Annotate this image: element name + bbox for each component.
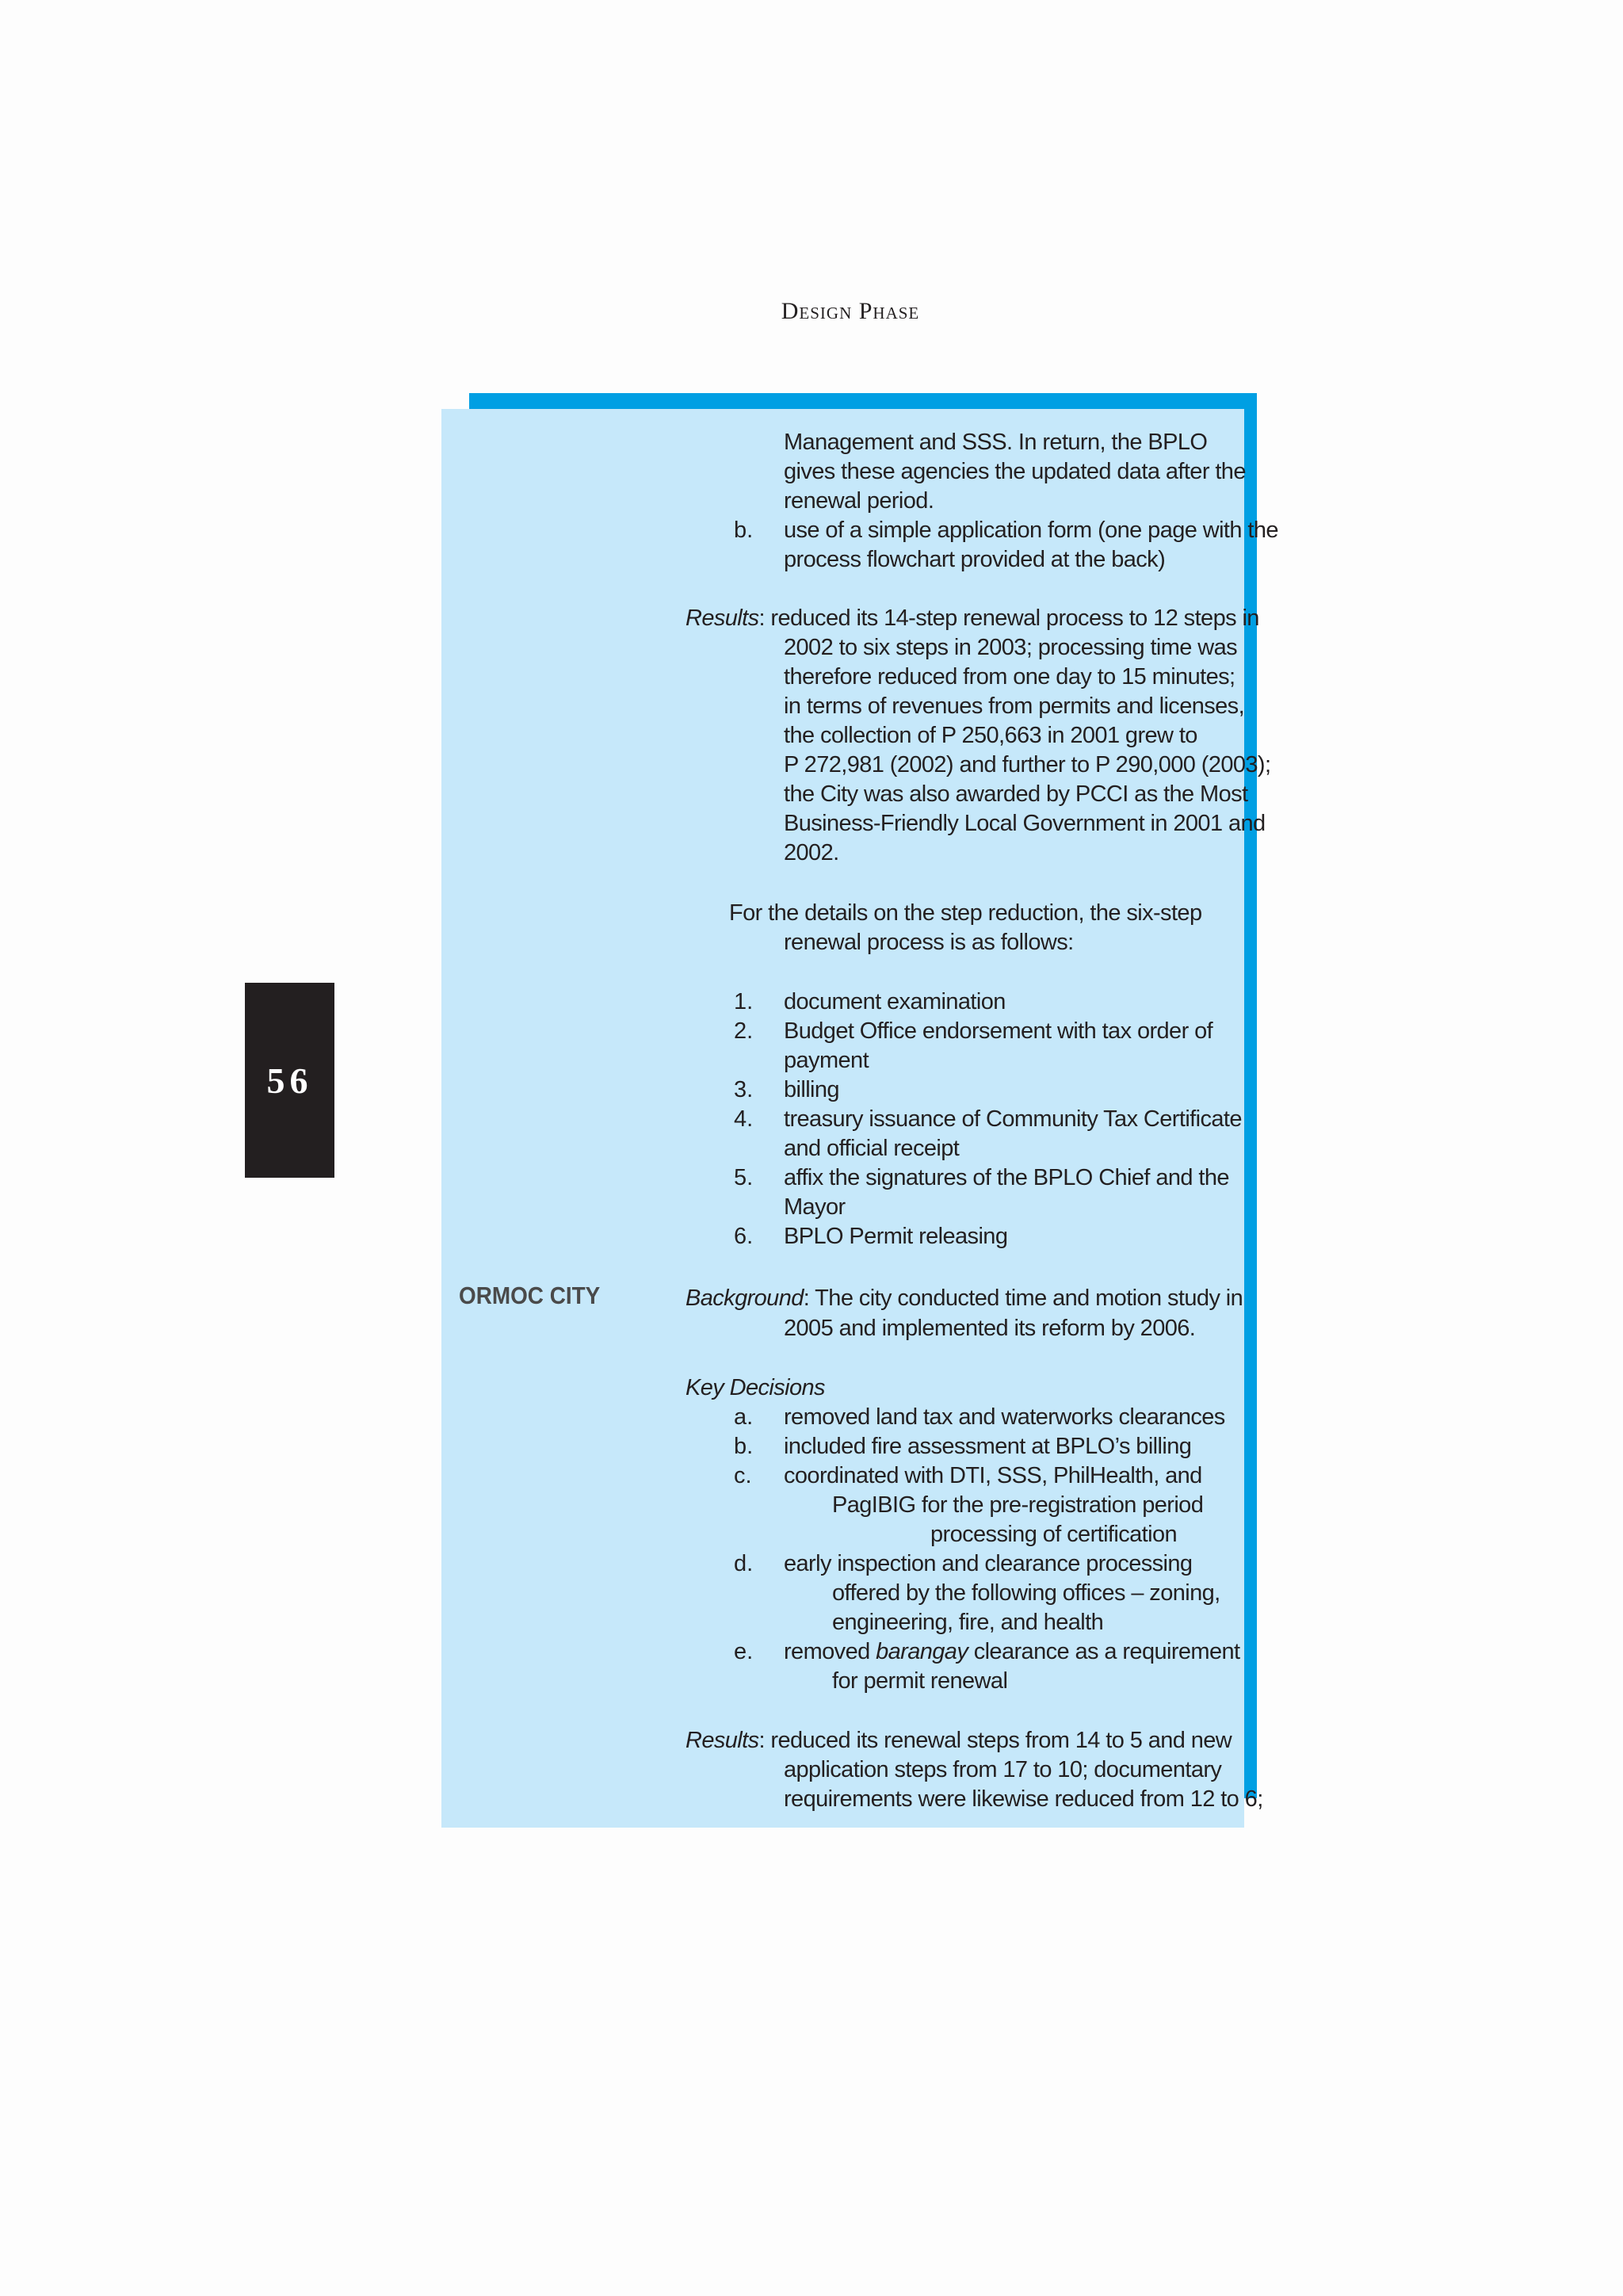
results-line — [685, 1726, 1232, 1755]
results-label: Results — [685, 1728, 759, 1753]
text-line: Business-Friendly Local Government in 2001 and — [784, 811, 1266, 836]
list-item: BPLO Permit releasing — [784, 1224, 1008, 1249]
running-head: Design Phase — [781, 298, 920, 324]
text-line: renewal process is as follows: — [784, 930, 1074, 955]
list-item: Mayor — [784, 1194, 846, 1220]
results-label: Results — [685, 606, 759, 631]
italic-term: barangay — [876, 1639, 968, 1664]
results-line — [685, 604, 1259, 633]
list-item: billing — [784, 1077, 839, 1102]
text-line: gives these agencies the updated data after the — [784, 459, 1246, 484]
list-item: document examination — [784, 989, 1006, 1014]
text-line: : The city conducted time and motion study in — [803, 1286, 1243, 1311]
page-number: 56 — [266, 1060, 313, 1101]
text-line: in terms of revenues from permits and licenses, — [784, 693, 1245, 719]
list-marker: 4. — [734, 1106, 754, 1132]
text-line: 2002 to six steps in 2003; processing time was — [784, 635, 1238, 660]
list-marker: a. — [734, 1404, 754, 1430]
list-marker: e. — [734, 1639, 754, 1664]
text-line: use of a simple application form (one page with the — [784, 518, 1278, 543]
text-line: 2005 and implemented its reform by 2006. — [784, 1316, 1196, 1341]
text-line: : reduced its 14-step renewal process to 12 steps in — [758, 606, 1259, 631]
text-line: Management and SSS. In return, the BPLO — [784, 430, 1208, 455]
text-line: For the details on the step reduction, the six-step — [729, 900, 1202, 926]
text-line: the collection of P 250,663 in 2001 grew to — [784, 723, 1197, 748]
section-label: ORMOC CITY — [459, 1282, 601, 1309]
background-line — [685, 1284, 1243, 1313]
list-marker: 5. — [734, 1165, 754, 1190]
text-line: renewal period. — [784, 488, 934, 514]
list-item: engineering, fire, and health — [832, 1610, 1104, 1635]
text-line: the City was also awarded by PCCI as the Most — [784, 781, 1248, 807]
page-number-tab — [245, 983, 334, 1178]
heading-text: Key Decisions — [685, 1375, 825, 1400]
list-marker: 6. — [734, 1224, 754, 1249]
list-marker: c. — [734, 1463, 752, 1488]
list-item: treasury issuance of Community Tax Certificate — [784, 1106, 1242, 1132]
text-line: P 272,981 (2002) and further to P 290,000 (2003); — [784, 752, 1271, 777]
list-item: coordinated with DTI, SSS, PhilHealth, and — [784, 1463, 1202, 1488]
list-item: and official receipt — [784, 1136, 960, 1161]
list-item: payment — [784, 1048, 869, 1073]
list-marker: 1. — [734, 989, 754, 1014]
text-fragment: removed — [784, 1639, 876, 1664]
list-item: early inspection and clearance processing — [784, 1551, 1193, 1576]
list-marker: b. — [734, 1434, 754, 1459]
list-item: for permit renewal — [832, 1668, 1008, 1694]
background-label: Background — [685, 1286, 804, 1311]
text-line: therefore reduced from one day to 15 minutes; — [784, 664, 1235, 690]
list-marker: 2. — [734, 1018, 754, 1044]
list-marker: 3. — [734, 1077, 754, 1102]
text-line: : reduced its renewal steps from 14 to 5 and new — [758, 1728, 1232, 1753]
list-item: PagIBIG for the pre-registration period — [832, 1492, 1204, 1518]
list-item: affix the signatures of the BPLO Chief and the — [784, 1165, 1229, 1190]
list-marker: b. — [734, 518, 754, 543]
list-item: offered by the following offices – zoning, — [832, 1580, 1220, 1606]
list-item: included fire assessment at BPLO’s billing — [784, 1434, 1192, 1459]
list-marker: d. — [734, 1551, 754, 1576]
text-line: 2002. — [784, 840, 839, 865]
key-decisions-heading — [685, 1373, 825, 1403]
list-item: removed land tax and waterworks clearances — [784, 1404, 1225, 1430]
list-item: Budget Office endorsement with tax order of — [784, 1018, 1213, 1044]
list-item: processing of certification — [930, 1522, 1178, 1547]
text-line: requirements were likewise reduced from 12 to 6; — [784, 1786, 1263, 1812]
text-fragment: clearance as a requirement — [968, 1639, 1240, 1664]
list-item — [784, 1637, 1240, 1667]
text-line: process flowchart provided at the back) — [784, 547, 1166, 572]
text-line: application steps from 17 to 10; documentary — [784, 1757, 1222, 1782]
